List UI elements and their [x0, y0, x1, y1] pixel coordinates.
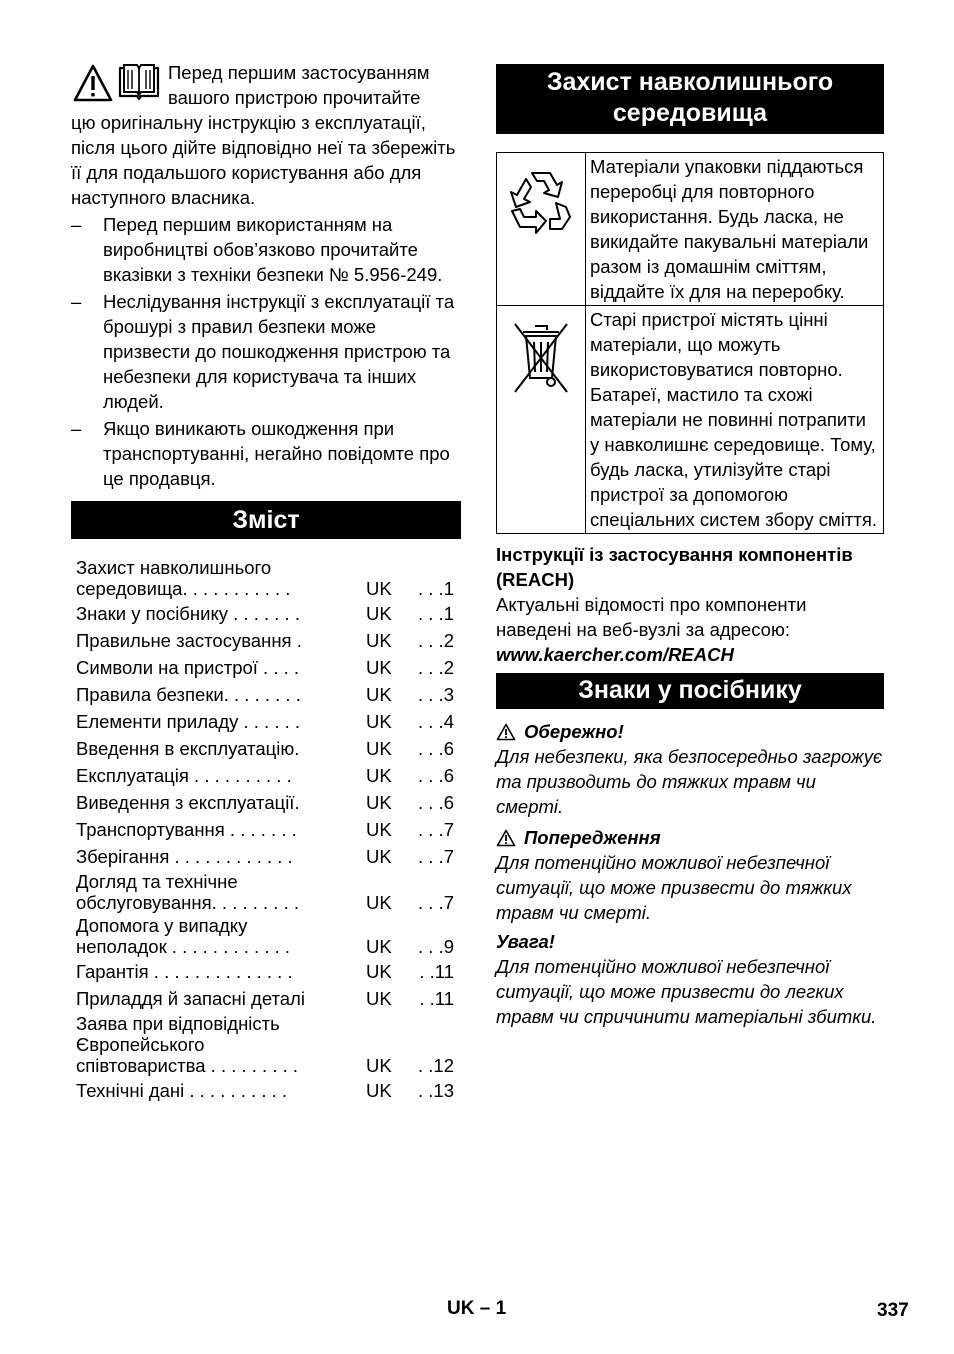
- reach-text: Актуальні відомості про компоненти наведені на веб-вузлі за адресою:: [496, 594, 807, 640]
- sign-description: Для небезпеки, яка безпосередньо загрожує та призводить до тяжких травм чи смерті.: [496, 746, 883, 817]
- table-row: [497, 153, 884, 306]
- toc-row[interactable]: Символи на пристрої . . . . UK . . .2: [76, 657, 454, 678]
- signs-heading: Знаки у посібнику: [496, 673, 884, 709]
- toc-row[interactable]: Експлуатація . . . . . . . . . . UK . . .6: [76, 765, 454, 786]
- sign-item: [496, 825, 884, 925]
- toc-row[interactable]: Правильне застосування . UK . . .2: [76, 630, 454, 651]
- sign-item: [496, 929, 884, 1029]
- dash-marker: –: [71, 214, 82, 235]
- environment-text: Старі пристрої містять цінні матеріали, що можуть використовуватися повторно. Батареї, мастило та схожі матеріали не повинні потрапити у навколишнє середовище. Тому, будь ласка, утилізуйте старі пристрої за допомогою спеціальних систем збору сміття.: [586, 306, 884, 534]
- intro-icons: [71, 64, 163, 104]
- sign-description: Для потенційно можливої небезпечної ситуації, що може призвести до тяжких травм чи смерті.: [496, 852, 852, 923]
- crossed-bin-icon: [511, 320, 571, 396]
- table-row: [497, 306, 884, 534]
- intro-bullet-list: [71, 212, 461, 491]
- sign-label: Попередження: [524, 827, 661, 848]
- page-number: 337: [877, 1300, 909, 1321]
- intro-first-lines: Перед першим застосуванням вашого пристрою прочитайте: [168, 62, 430, 108]
- environment-heading: Захист навколишнього середовища: [496, 64, 884, 134]
- list-item: – Якщо виникають ошкодження при транспортуванні, негайно повідомте про це продавця.: [71, 418, 450, 489]
- toc-row[interactable]: Елементи приладу . . . . . . UK . . .4: [76, 711, 454, 732]
- environment-text: Матеріали упаковки піддаються переробці для повторного використання. Будь ласка, не викидайте пакувальні матеріали разом із домашнім сміттям, віддайте їх для на переробку.: [586, 153, 884, 306]
- sign-description: Для потенційно можливої небезпечної ситуації, що може призвести до легких травм чи спричинити матеріальні збитки.: [496, 956, 877, 1027]
- toc-row[interactable]: Зберігання . . . . . . . . . . . . UK . . .7: [76, 846, 454, 867]
- toc-heading: Зміст: [71, 501, 461, 539]
- toc-row[interactable]: Знаки у посібнику . . . . . . . UK . . .1: [76, 603, 454, 624]
- toc-row[interactable]: Догляд та технічне обслуговування. . . . . . . . . UK . . .7: [76, 871, 454, 913]
- intro-rest: цю оригінальну інструкцію з експлуатації, після цього дійте відповідно неї та збережіть її для подальшого користування або для наступного власника.: [71, 112, 456, 208]
- toc-row[interactable]: Захист навколишнього середовища. . . . . . . . . . . UK . . .1: [76, 557, 454, 599]
- recycle-icon: [504, 167, 578, 239]
- warning-triangle-icon: [73, 64, 113, 102]
- dash-marker: –: [71, 291, 82, 312]
- toc-row[interactable]: Приладдя й запасні деталі UK . .11: [76, 988, 454, 1009]
- toc-row[interactable]: Технічні дані . . . . . . . . . . UK . .13: [76, 1080, 454, 1101]
- toc-row[interactable]: Виведення з експлуатації. UK . . .6: [76, 792, 454, 813]
- warning-triangle-icon: [496, 723, 516, 741]
- reach-heading: Інструкції із застосування компонентів (REACH): [496, 544, 853, 590]
- footer-section-marker: UK – 1: [447, 1298, 507, 1319]
- manual-book-icon: [117, 64, 161, 102]
- right-column: [496, 64, 884, 1029]
- sign-label: Обережно!: [524, 721, 624, 742]
- toc-row[interactable]: Заява при відповідність Європейського співтовариства . . . . . . . . . UK . .12: [76, 1013, 454, 1076]
- table-of-contents: [71, 557, 461, 1103]
- reach-block: [496, 542, 884, 667]
- reach-url-link[interactable]: www.kaercher.com/REACH: [496, 644, 734, 665]
- toc-row[interactable]: Правила безпеки. . . . . . . . UK . . .3: [76, 684, 454, 705]
- list-item: – Неслідування інструкції з експлуатації та брошурі з правил безпеки може призвести до пошкодження пристрою та небезпеки для користувача та інших людей.: [71, 291, 455, 412]
- intro-block: [71, 60, 461, 210]
- dash-marker: –: [71, 418, 82, 439]
- toc-row[interactable]: Гарантія . . . . . . . . . . . . . . UK . .11: [76, 961, 454, 982]
- warning-triangle-icon: [496, 829, 516, 847]
- toc-row[interactable]: Допомога у випадку неполадок . . . . . . . . . . . . UK . . .9: [76, 915, 454, 957]
- left-column: [71, 60, 461, 1105]
- sign-item: [496, 719, 884, 819]
- toc-row[interactable]: Введення в експлуатацію. UK . . .6: [76, 738, 454, 759]
- sign-label: Увага!: [496, 931, 555, 952]
- toc-row[interactable]: Транспортування . . . . . . . UK . . .7: [76, 819, 454, 840]
- environment-table: [496, 152, 884, 534]
- list-item: – Перед першим використанням на виробництві обов’язково прочитайте вказівки з техніки безпеки № 5.956-249.: [71, 214, 443, 285]
